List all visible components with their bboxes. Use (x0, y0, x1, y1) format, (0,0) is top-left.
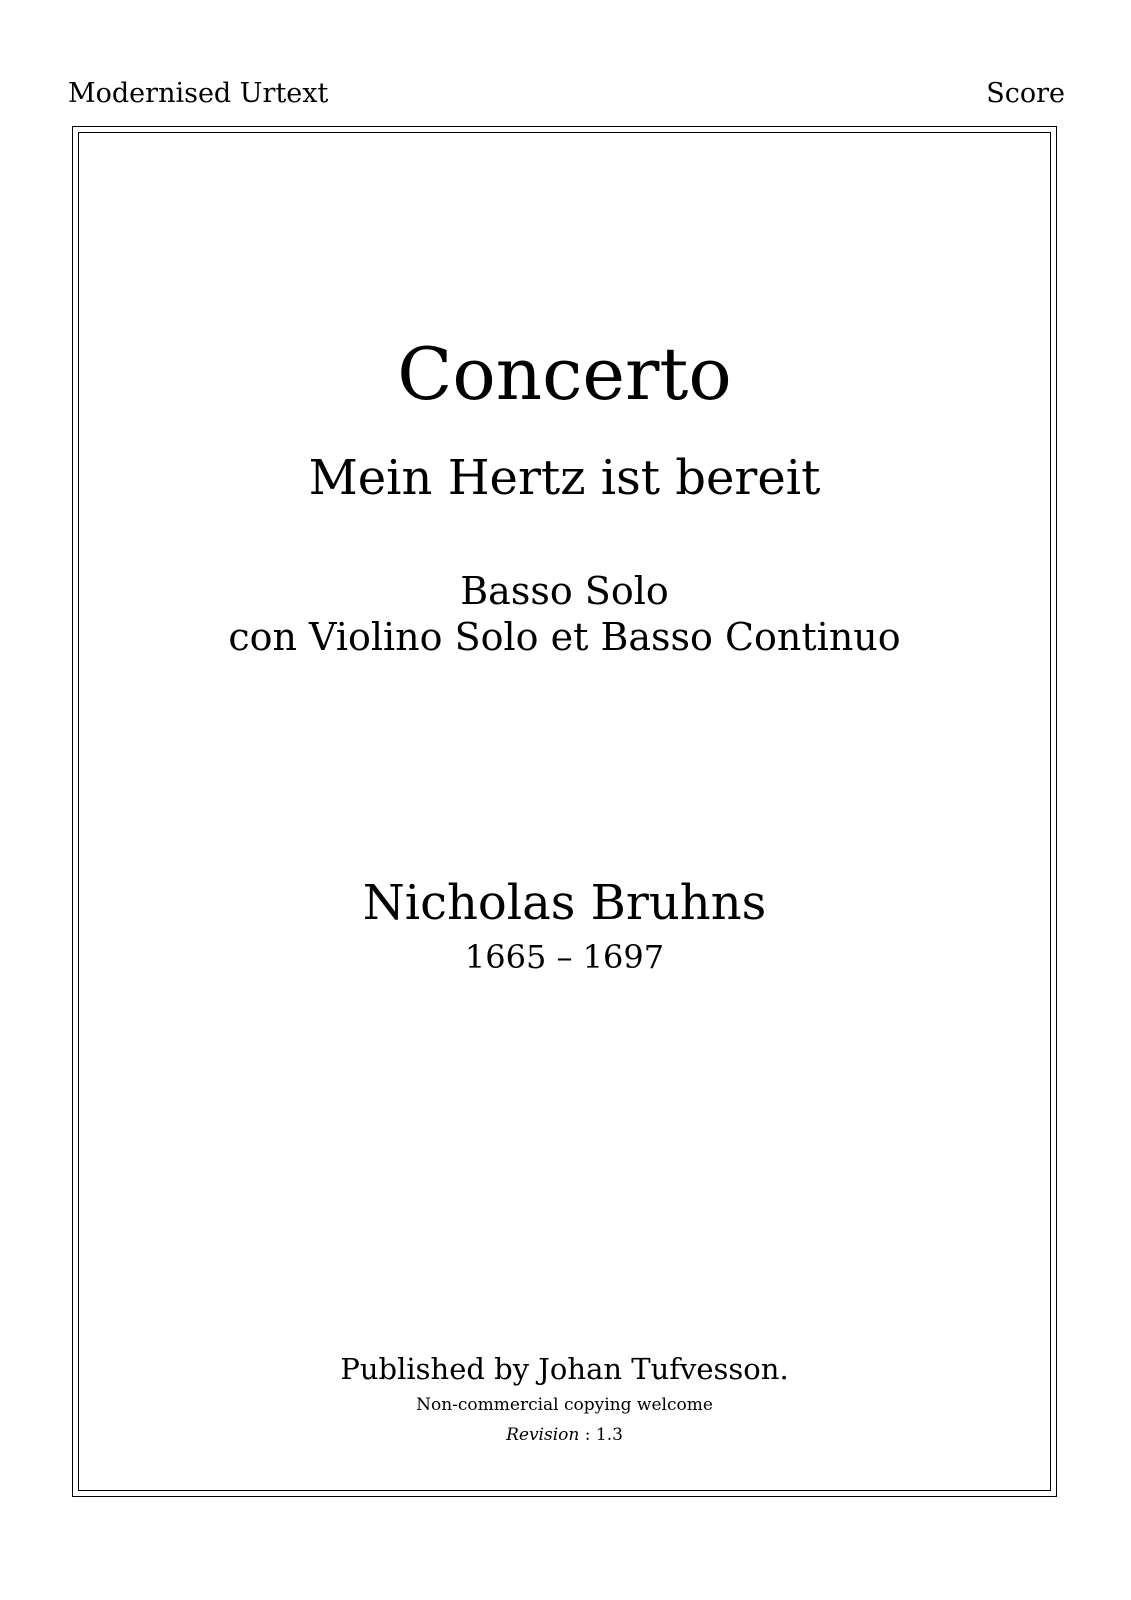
copying-notice: Non-commercial copying welcome (416, 1395, 713, 1415)
title-block (78, 132, 1051, 1491)
publisher-line: Published by Johan Tufvesson. (340, 1352, 789, 1386)
scoring-instruments: con Violino Solo et Basso Continuo (228, 615, 901, 659)
revision-separator: : (579, 1425, 596, 1445)
composer-dates: 1665 – 1697 (464, 938, 665, 976)
revision-label: Revision (506, 1425, 580, 1445)
revision-value: 1.3 (595, 1425, 623, 1445)
scoring-voice: Basso Solo (460, 569, 669, 613)
header-edition-label: Modernised Urtext (68, 78, 329, 109)
work-title: Concerto (397, 332, 732, 416)
work-subtitle: Mein Hertz ist bereit (308, 450, 821, 506)
header-score-label: Score (986, 78, 1065, 109)
revision-line (78, 1424, 1051, 1446)
composer-name: Nicholas Bruhns (362, 875, 767, 931)
